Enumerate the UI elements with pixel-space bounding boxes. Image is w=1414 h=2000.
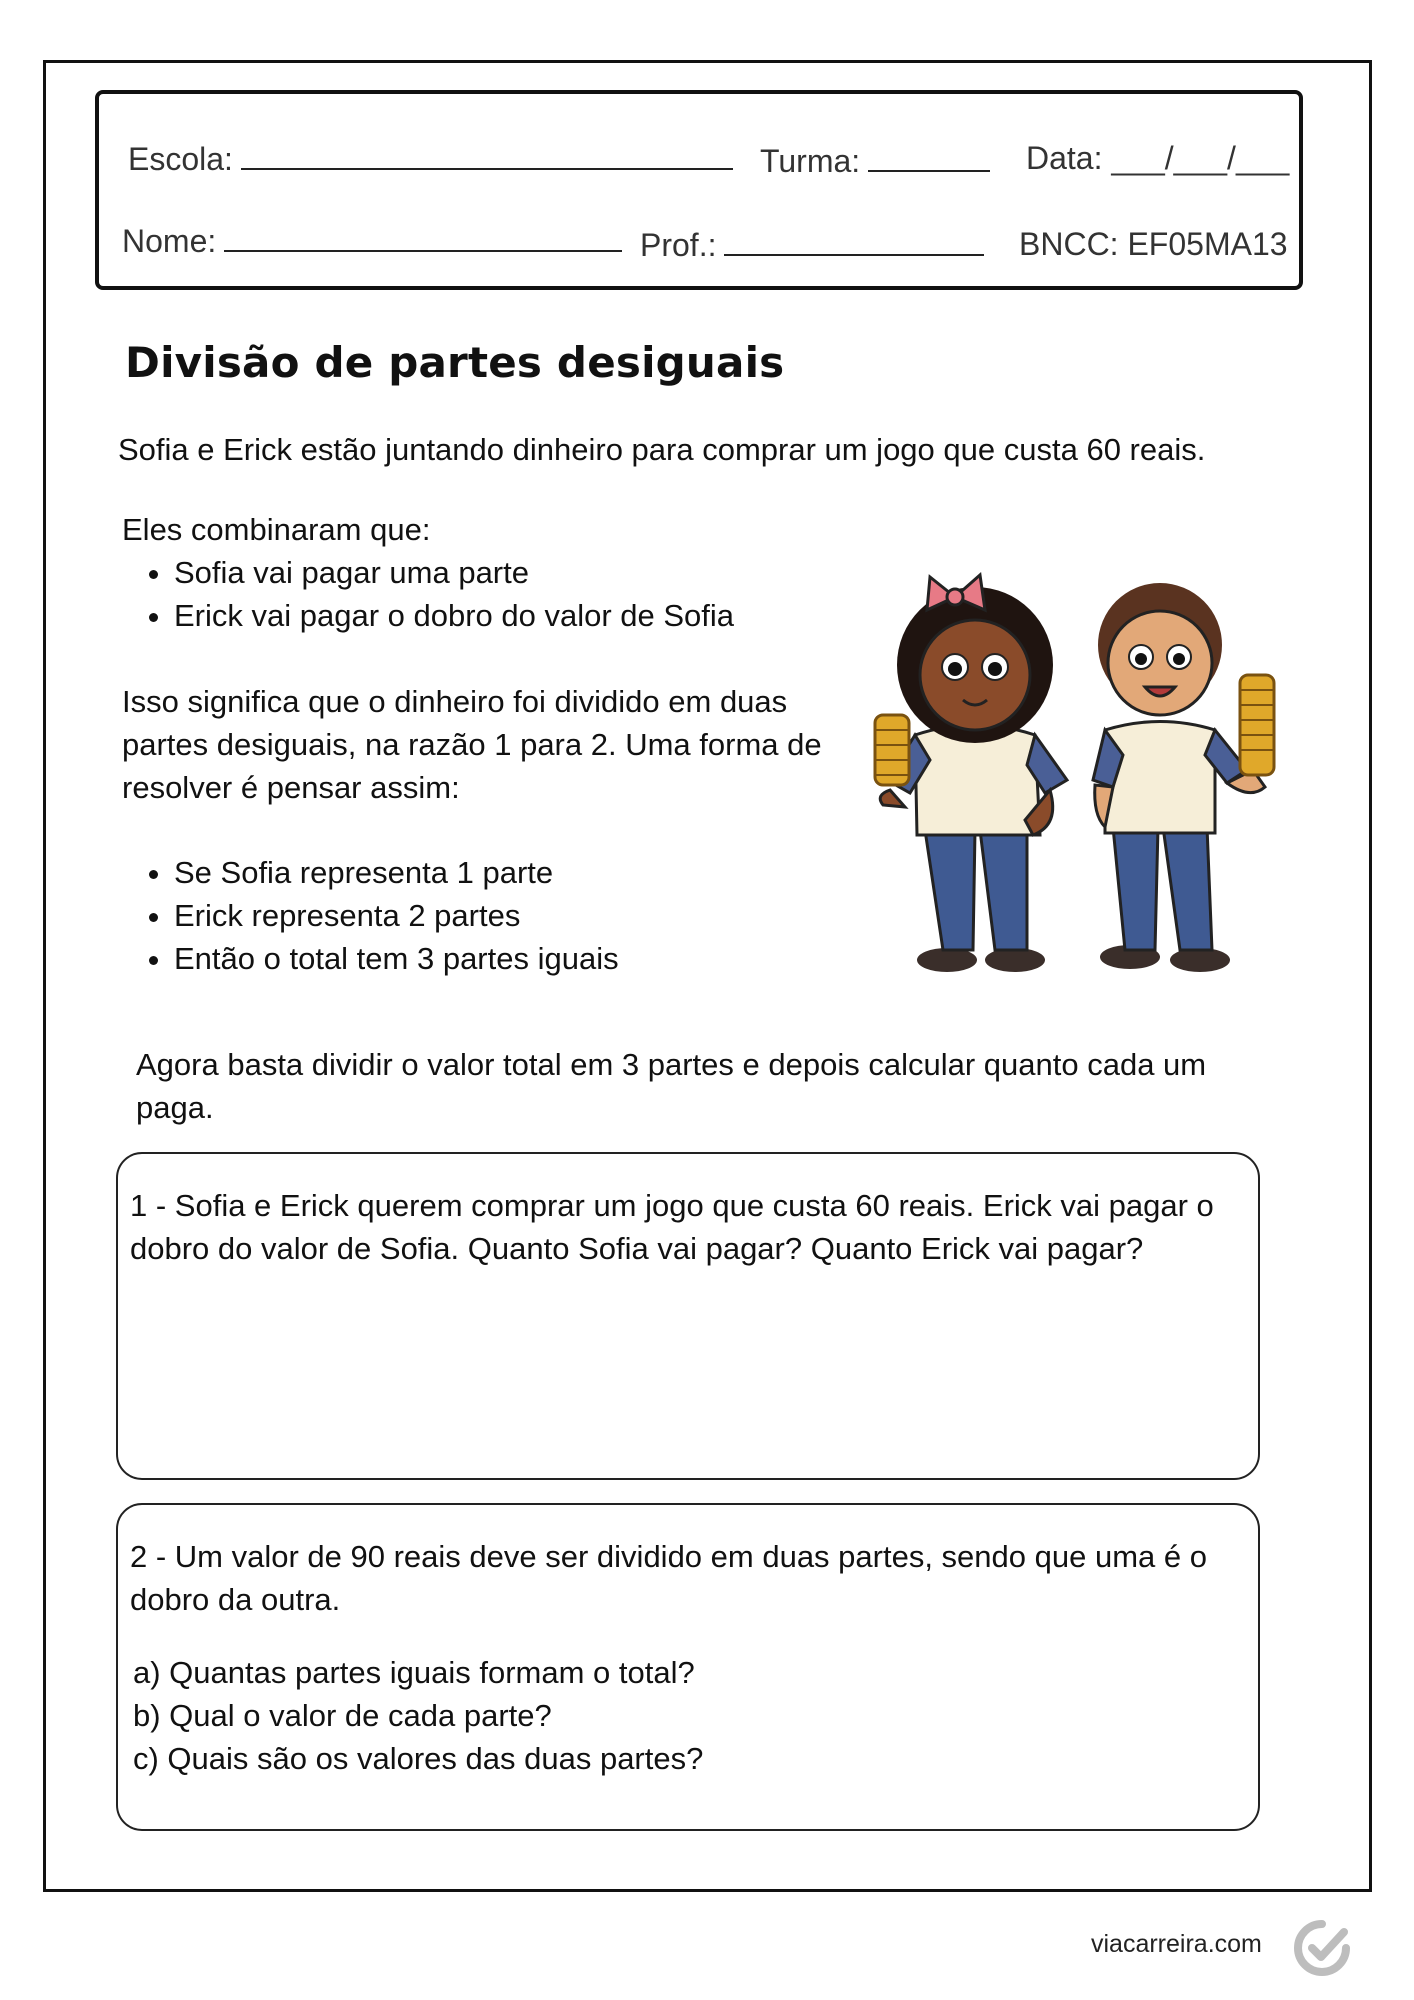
girl-figure [875, 575, 1067, 972]
list-item: c) Quais são os valores das duas partes? [133, 1741, 704, 1776]
escola-line[interactable] [241, 140, 733, 170]
page-title: Divisão de partes desiguais [125, 338, 785, 387]
turma-line[interactable] [868, 142, 990, 172]
nome-field[interactable] [122, 222, 622, 260]
explanation-line: partes desiguais, na razão 1 para 2. Uma forma de [122, 727, 822, 762]
footer-site: viacarreira.com [1091, 1930, 1262, 1958]
kids-with-coins-illustration [855, 565, 1300, 985]
nome-line[interactable] [224, 222, 622, 252]
list-item: • Erick vai pagar o dobro do valor de Sofia [174, 594, 734, 637]
prof-field[interactable] [640, 226, 984, 264]
turma-field[interactable] [760, 142, 990, 180]
list-item: • Se Sofia representa 1 parte [174, 851, 619, 894]
list-item: • Então o total tem 3 partes iguais [174, 937, 619, 980]
explanation-text [122, 680, 822, 809]
list-item: • Sofia vai pagar uma parte [174, 551, 734, 594]
list-item: • Erick representa 2 partes [174, 894, 619, 937]
question-1-text [130, 1184, 1246, 1270]
boy-figure [1093, 583, 1274, 972]
escola-label: Escola: [128, 141, 233, 177]
conclusion-text [136, 1043, 1206, 1129]
combine-list [122, 551, 734, 637]
list-item: a) Quantas partes iguais formam o total? [133, 1655, 695, 1690]
question-line: 2 - Um valor de 90 reais deve ser dividido em duas partes, sendo que uma é o [130, 1539, 1207, 1574]
intro-text: Sofia e Erick estão juntando dinheiro para comprar um jogo que custa 60 reais. [118, 432, 1206, 467]
explanation-line: Isso significa que o dinheiro foi dividido em duas [122, 684, 788, 719]
list-item: b) Qual o valor de cada parte? [133, 1698, 552, 1733]
bncc-code: BNCC: EF05MA13 [1019, 226, 1288, 262]
question-line: dobro do valor de Sofia. Quanto Sofia vai pagar? Quanto Erick vai pagar? [130, 1231, 1144, 1266]
data-field[interactable]: Data: ___/___/___ [1026, 140, 1290, 176]
coin-stack-right [1240, 675, 1274, 775]
explanation-line: resolver é pensar assim: [122, 770, 460, 805]
prof-line[interactable] [724, 226, 984, 256]
combine-label: Eles combinaram que: [122, 512, 431, 547]
parts-list [122, 851, 619, 980]
check-logo-icon [1292, 1918, 1352, 1978]
question-line: dobro da outra. [130, 1582, 341, 1617]
coin-stack-left [875, 715, 909, 785]
question-2-items [133, 1651, 1246, 1780]
escola-field[interactable] [128, 140, 733, 178]
question-1-box[interactable] [116, 1152, 1260, 1480]
conclusion-line: paga. [136, 1090, 214, 1125]
prof-label: Prof.: [640, 227, 717, 263]
nome-label: Nome: [122, 223, 217, 259]
turma-label: Turma: [760, 143, 861, 179]
question-2-box[interactable] [116, 1503, 1260, 1831]
question-line: 1 - Sofia e Erick querem comprar um jogo que custa 60 reais. Erick vai pagar o [130, 1188, 1214, 1223]
question-2-text [130, 1535, 1246, 1621]
conclusion-line: Agora basta dividir o valor total em 3 partes e depois calcular quanto cada um [136, 1047, 1207, 1082]
